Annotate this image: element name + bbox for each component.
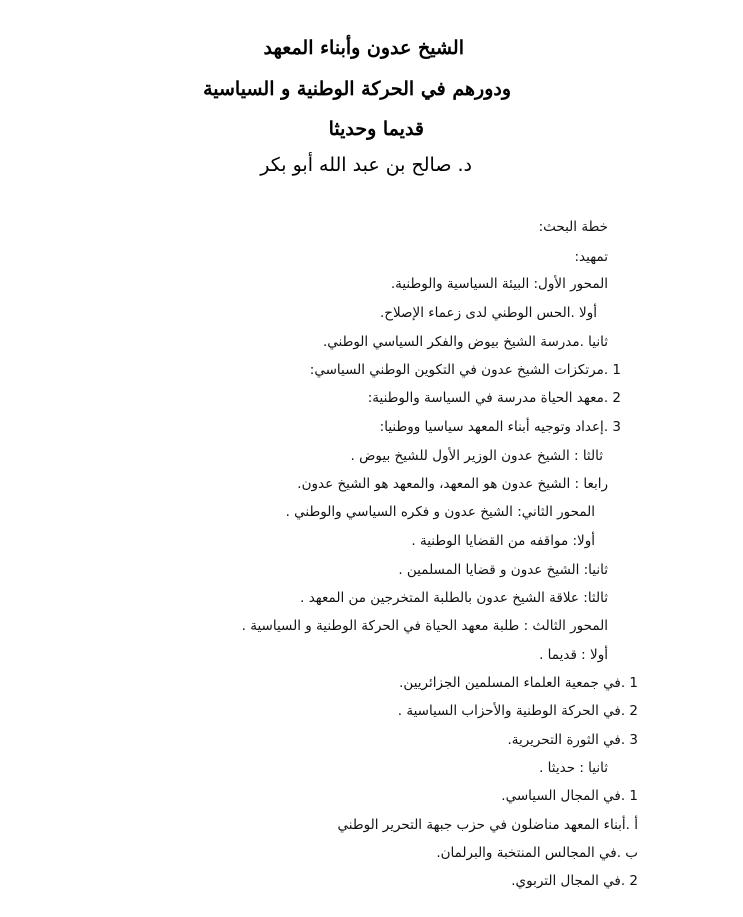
outline-line: 2 .معهد الحياة مدرسة في السياسة والوطنية: — [367, 390, 621, 406]
outline-line: 1 .مرتكزات الشيخ عدون في التكوين الوطني السياسي: — [309, 362, 621, 378]
outline-line: أولا .الحس الوطني لدى زعماء الإصلاح. — [380, 305, 597, 321]
outline-line: أولا: مواقفه من القضايا الوطنية . — [411, 533, 595, 549]
outline-line: ثانيا: الشيخ عدون و قضايا المسلمين . — [398, 562, 608, 578]
outline-line: ثالثا : الشيخ عدون الوزير الأول للشيخ بيوض . — [350, 448, 603, 464]
title-line-2: ودورهم في الحركة الوطنية و السياسية — [203, 78, 511, 100]
outline-line: رابعا : الشيخ عدون هو المعهد، والمعهد هو الشيخ عدون. — [297, 476, 608, 492]
outline-line: ثانيا : حديثا . — [539, 760, 608, 776]
outline-line: المحور الثالث : طلبة معهد الحياة في الحركة الوطنية و السياسية . — [241, 618, 608, 634]
outline-line: 3 .في الثورة التحريرية. — [507, 732, 638, 748]
outline-line: المحور الثاني: الشيخ عدون و فكره السياسي والوطني . — [285, 504, 595, 520]
outline-line: المحور الأول: البيئة السياسية والوطنية. — [390, 276, 608, 292]
outline-line: 3 .إعداد وتوجيه أبناء المعهد سياسيا ووطنيا: — [379, 419, 621, 435]
outline-line: خطة البحث: — [538, 219, 608, 235]
outline-line: 2 .في الحركة الوطنية والأحزاب السياسية . — [397, 703, 638, 719]
outline-line: ثانيا .مدرسة الشيخ بيوض والفكر السياسي الوطني. — [322, 334, 608, 350]
outline-line: 1 .في جمعية العلماء المسلمين الجزائريين. — [399, 675, 638, 691]
author-name: د. صالح بن عبد الله أبو بكر — [260, 154, 472, 176]
outline-line: تمهيد: — [574, 249, 608, 265]
outline-line: ب .في المجالس المنتخبة والبرلمان. — [436, 845, 638, 861]
outline-line: أ .أبناء المعهد مناضلون في حزب جبهة التحرير الوطني — [337, 817, 638, 833]
title-line-3: قديما وحديثا — [328, 118, 424, 140]
outline-line: 1 .في المجال السياسي. — [501, 788, 638, 804]
outline-line: 2 .في المجال التربوي. — [511, 873, 638, 889]
title-line-1: الشيخ عدون وأبناء المعهد — [263, 37, 464, 59]
outline-line: ثالثا: علاقة الشيخ عدون بالطلبة المتخرجين من المعهد . — [300, 590, 608, 606]
outline-line: أولا : قديما . — [539, 647, 608, 663]
